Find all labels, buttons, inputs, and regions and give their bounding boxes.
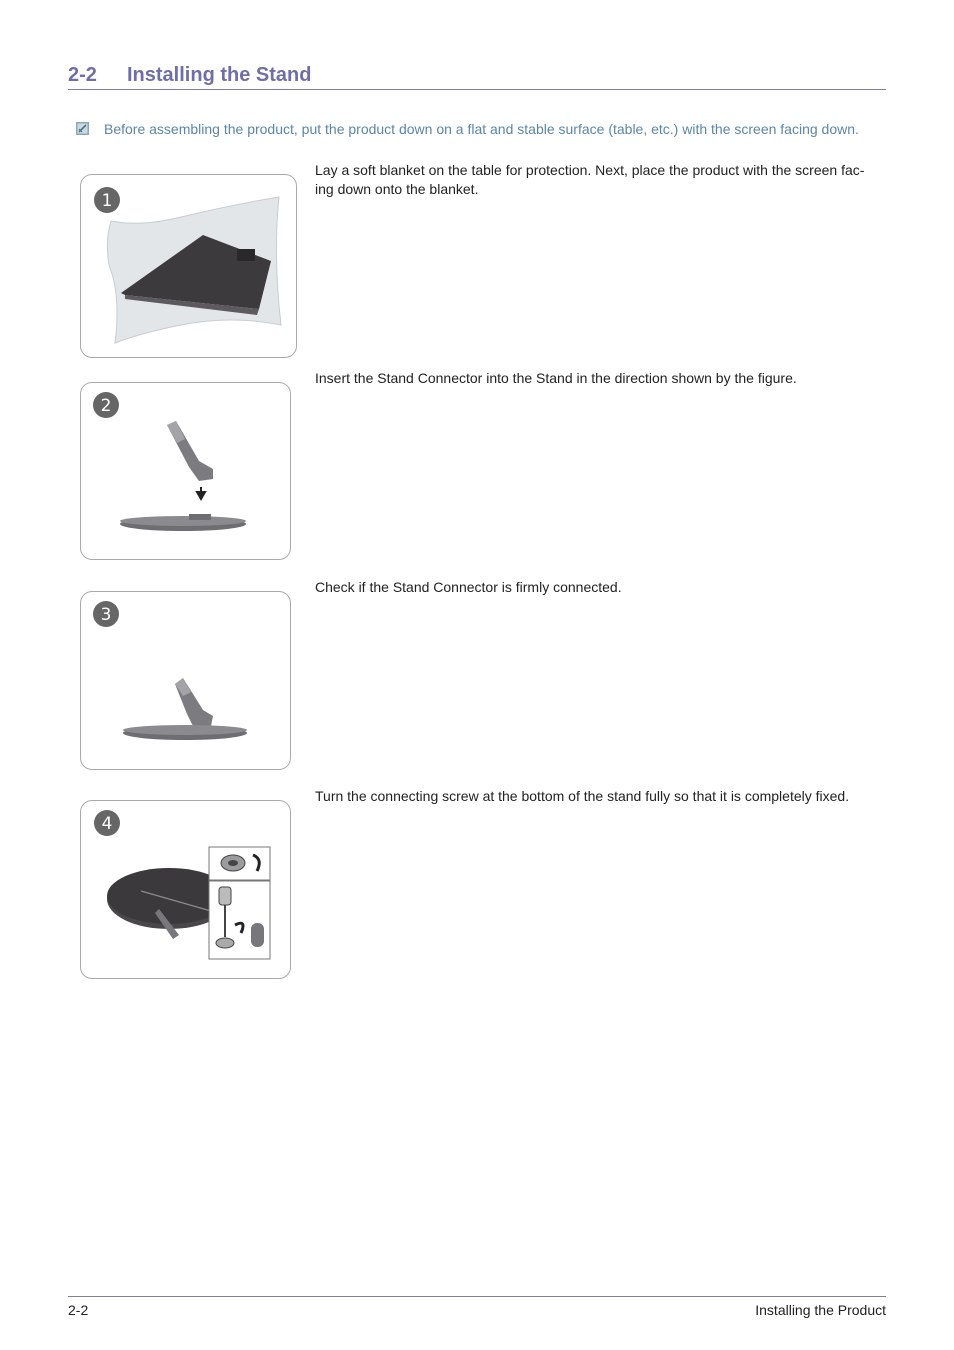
step-4-figure [80, 800, 291, 979]
section-number: 2-2 [68, 64, 97, 86]
step-1-text: Lay a soft blanket on the table for protection. Next, place the product with the screen fac- ing down onto the blanket. [315, 162, 865, 197]
note-icon [76, 122, 89, 135]
step-1-badge: 1 [101, 191, 113, 211]
step-1-figure [80, 174, 297, 358]
step-2-text: Insert the Stand Connector into the Stand in the direction shown by the figure. [315, 370, 797, 386]
step-4-badge: 4 [101, 814, 113, 834]
step-4-text: Turn the connecting screw at the bottom of the stand fully so that it is completely fixed. [315, 788, 850, 804]
step-3-figure [80, 591, 291, 770]
section-header [68, 62, 886, 90]
step-3-badge: 3 [100, 605, 112, 625]
step-2-figure [80, 382, 291, 560]
step-2-badge: 2 [100, 396, 112, 416]
page-footer [68, 1296, 886, 1318]
step-3-text: Check if the Stand Connector is firmly connected. [315, 579, 622, 595]
page-number: 2-2 [68, 1302, 89, 1318]
note [76, 120, 888, 140]
page-title: Installing the Stand [127, 64, 312, 86]
note-text: Before assembling the product, put the product down on a flat and stable surface (table, etc.) with the screen facing down. [104, 121, 859, 137]
chapter-title: Installing the Product [755, 1302, 886, 1318]
